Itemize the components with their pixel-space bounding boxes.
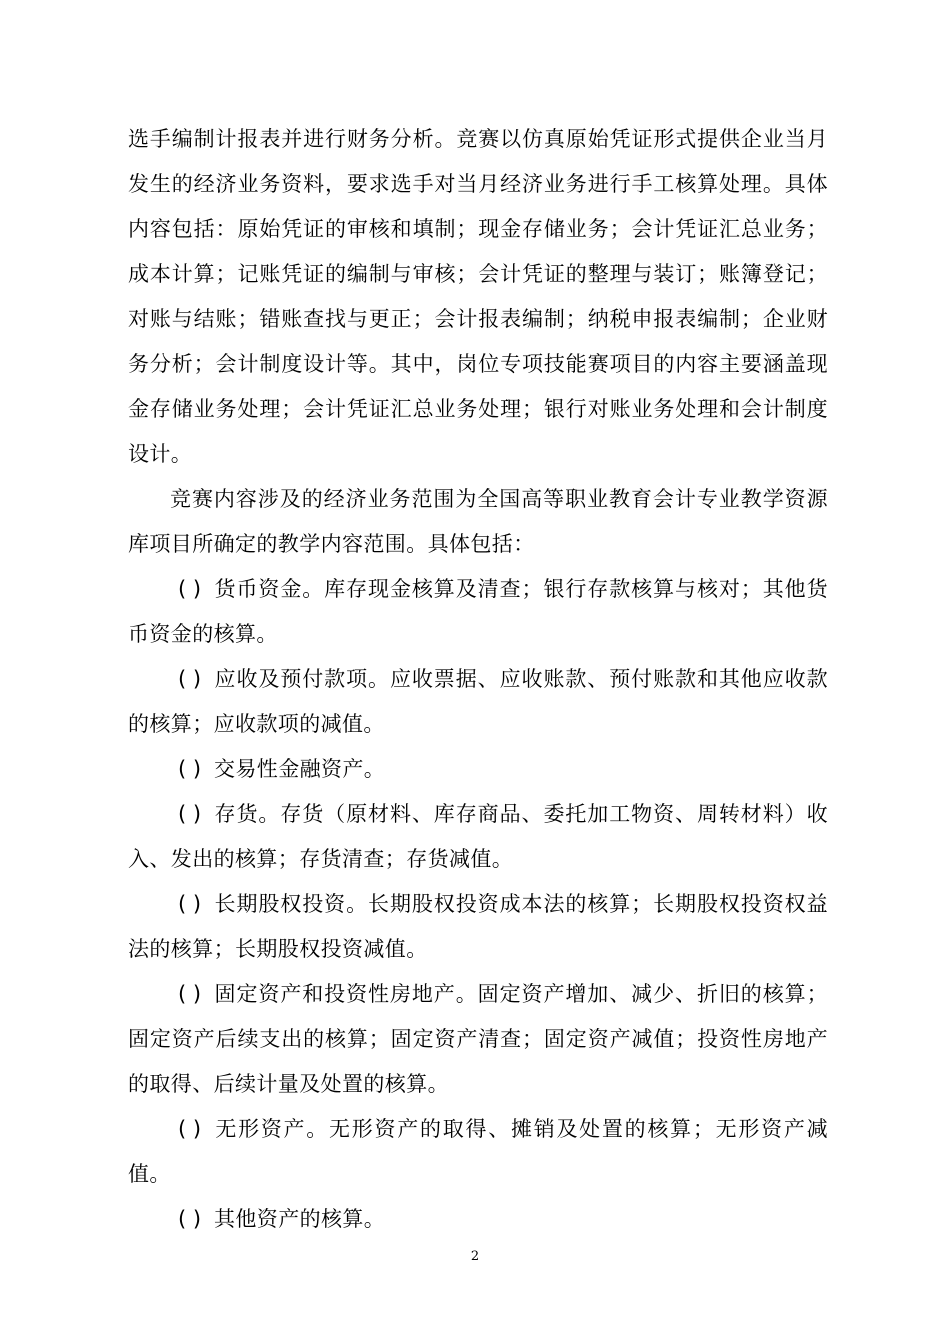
item-text: 货币资金。库存现金核算及清查；银行存款核算与核对；其他货币资金的核算。 <box>128 577 828 646</box>
item-marker: ( ) <box>178 1117 202 1141</box>
list-item-long-term-equity-investment <box>128 882 828 972</box>
list-item-receivables <box>128 657 828 747</box>
page-number: 2 <box>470 1249 480 1264</box>
item-text: 无形资产。无形资产的取得、摊销及处置的核算；无形资产减值。 <box>128 1117 828 1186</box>
item-text: 交易性金融资产。 <box>214 757 386 781</box>
list-item-trading-financial-assets <box>128 747 828 792</box>
list-item-monetary-funds <box>128 567 828 657</box>
item-text: 长期股权投资。长期股权投资成本法的核算；长期股权投资权益法的核算；长期股权投资减值。 <box>128 892 828 961</box>
item-text: 应收及预付款项。应收票据、应收账款、预付账款和其他应收款的核算；应收款项的减值。 <box>128 667 828 736</box>
item-marker: ( ) <box>178 667 202 691</box>
item-marker: ( ) <box>178 982 202 1006</box>
paragraph-competition-content: 选手编制计报表并进行财务分析。竞赛以仿真原始凭证形式提供企业当月发生的经济业务资料，要求选手对当月经济业务进行手工核算处理。具体内容包括：原始凭证的审核和填制；现金存储业务；会计凭证汇总业务；成本计算；记账凭证的编制与审核；会计凭证的整理与装订；账簿登记；对账与结账；错账查找与更正；会计报表编制；纳税申报表编制；企业财务分析；会计制度设计等。其中，岗位专项技能赛项目的内容主要涵盖现金存储业务处理；会计凭证汇总业务处理；银行对账业务处理和会计制度设计。 <box>128 127 828 466</box>
paragraph-business-scope: 竞赛内容涉及的经济业务范围为全国高等职业教育会计专业教学资源库项目所确定的教学内容范围。具体包括： <box>128 487 828 556</box>
item-marker: ( ) <box>178 802 202 826</box>
item-marker: ( ) <box>178 577 202 601</box>
list-item-intangible-assets <box>128 1107 828 1197</box>
list-item-inventory <box>128 792 828 882</box>
list-item-other-assets <box>128 1197 828 1242</box>
list-item-fixed-assets <box>128 972 828 1107</box>
item-text: 其他资产的核算。 <box>214 1207 386 1231</box>
item-marker: ( ) <box>178 757 202 781</box>
item-marker: ( ) <box>178 1207 202 1231</box>
item-marker: ( ) <box>178 892 202 916</box>
item-text: 固定资产和投资性房地产。固定资产增加、减少、折旧的核算；固定资产后续支出的核算；固定资产清查；固定资产减值；投资性房地产的取得、后续计量及处置的核算。 <box>128 982 828 1096</box>
item-text: 存货。存货（原材料、库存商品、委托加工物资、周转材料）收入、发出的核算；存货清查；存货减值。 <box>128 802 828 871</box>
document-body <box>128 117 828 1242</box>
